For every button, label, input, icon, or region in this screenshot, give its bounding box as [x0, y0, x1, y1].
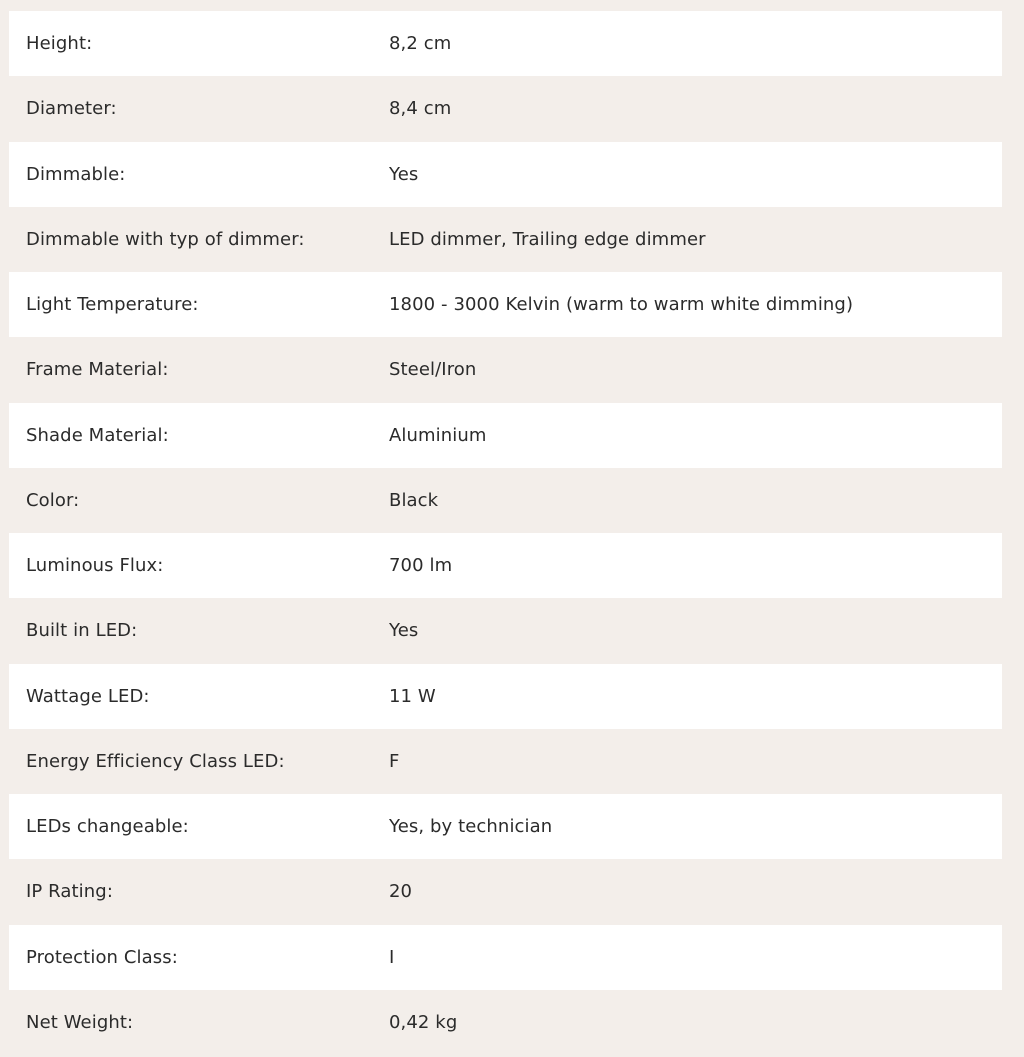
spec-label: Light Temperature:	[26, 294, 199, 316]
spec-row-leds-changeable	[9, 794, 1002, 859]
spec-label: Protection Class:	[26, 946, 178, 968]
spec-row-shade-material	[9, 403, 1002, 468]
spec-value: 20	[389, 881, 413, 903]
spec-value: Steel/Iron	[389, 359, 477, 381]
spec-row-frame-material	[9, 337, 1002, 402]
spec-value: Black	[389, 489, 439, 511]
spec-value: 8,4 cm	[389, 98, 452, 120]
spec-label: LEDs changeable:	[26, 816, 189, 838]
spec-label: Built in LED:	[26, 620, 138, 642]
spec-value: I	[389, 946, 395, 968]
spec-value: 8,2 cm	[389, 33, 452, 55]
spec-value: 11 W	[389, 685, 436, 707]
spec-row-color	[9, 468, 1002, 533]
spec-value: F	[389, 750, 400, 772]
spec-row-protection-class	[9, 925, 1002, 990]
spec-value: 1800 - 3000 Kelvin (warm to warm white dimming)	[389, 294, 854, 316]
spec-value: Yes	[389, 620, 419, 642]
spec-row-dimmer-type	[9, 207, 1002, 272]
spec-row-ip-rating	[9, 859, 1002, 924]
product-specifications-table	[9, 11, 1002, 1055]
spec-label: Energy Efficiency Class LED:	[26, 750, 285, 772]
spec-label: Height:	[26, 33, 93, 55]
spec-label: Dimmable with typ of dimmer:	[26, 228, 305, 250]
spec-value: Aluminium	[389, 424, 487, 446]
spec-value: 0,42 kg	[389, 1011, 458, 1033]
spec-label: Wattage LED:	[26, 685, 150, 707]
spec-row-height	[9, 11, 1002, 76]
spec-row-energy-efficiency	[9, 729, 1002, 794]
spec-row-wattage-led	[9, 664, 1002, 729]
spec-row-dimmable	[9, 142, 1002, 207]
spec-label: IP Rating:	[26, 881, 113, 903]
spec-row-built-in-led	[9, 598, 1002, 663]
spec-value: 700 lm	[389, 555, 453, 577]
spec-label: Frame Material:	[26, 359, 169, 381]
spec-label: Dimmable:	[26, 163, 126, 185]
spec-label: Shade Material:	[26, 424, 169, 446]
spec-label: Color:	[26, 489, 80, 511]
spec-value: Yes, by technician	[389, 816, 553, 838]
spec-row-net-weight	[9, 990, 1002, 1055]
spec-label: Luminous Flux:	[26, 555, 164, 577]
spec-row-diameter	[9, 76, 1002, 141]
spec-row-luminous-flux	[9, 533, 1002, 598]
spec-value: Yes	[389, 163, 419, 185]
spec-label: Net Weight:	[26, 1011, 134, 1033]
spec-value: LED dimmer, Trailing edge dimmer	[389, 228, 706, 250]
spec-row-light-temperature	[9, 272, 1002, 337]
spec-label: Diameter:	[26, 98, 117, 120]
